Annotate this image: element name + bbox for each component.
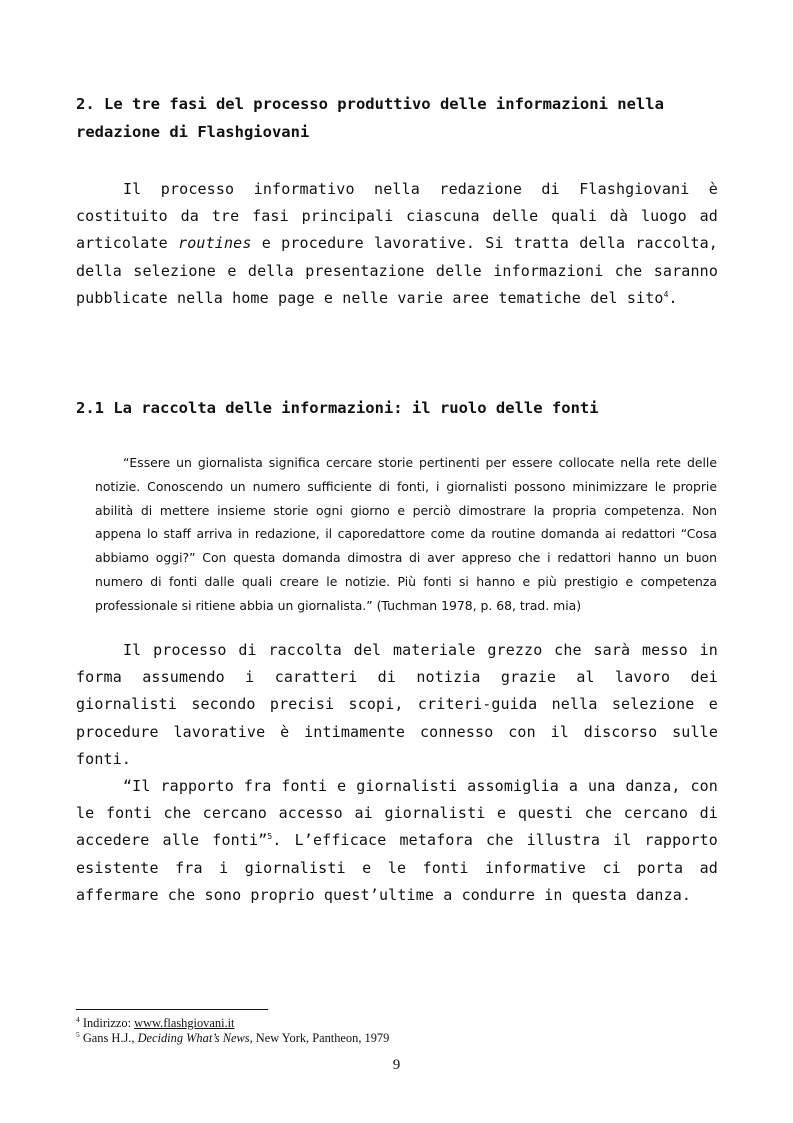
intro-text-middle: e procedure lavorative. Si tratta della raccolta, della selezione e della presentazione delle informazioni che saranno pubblicate nella home page e nelle varie aree tematiche del sito [76, 234, 718, 307]
intro-text-end: . [668, 288, 678, 307]
footnote-4-label: Indirizzo: [82, 1016, 135, 1030]
section-heading: 2. Le tre fasi del processo produttivo delle informazioni nella redazione di Flashgiovani [76, 95, 664, 141]
subsection-heading: 2.1 La raccolta delle informazioni: il ruolo delle fonti [76, 399, 599, 417]
body-paragraph-3 [76, 773, 718, 909]
footnote-5-publication: , New York, Pantheon, 1979 [249, 1031, 390, 1045]
footnote-5-author: Gans H.J., [82, 1031, 138, 1045]
footnote-4 [76, 1016, 235, 1031]
body-paragraph-2: Il processo di raccolta del materiale grezzo che sarà messo in forma assumendo i caratteri di notizia grazie al lavoro dei giornalisti secondo precisi scopi, criteri-guida nella selezione e procedure lavorative è intimamente connesso con il discorso sulle fonti. [76, 641, 718, 768]
paragraph-3-text: . L’efficace metafora che illustra il rapporto esistente fra i giornalisti e le fonti informative ci porta ad affermare che sono proprio quest’ultime a condurre in questa danza. [76, 831, 718, 904]
footnote-separator [76, 1009, 268, 1010]
footnote-ref-5[interactable]: 5 [267, 832, 273, 842]
flashgiovani-link[interactable]: www.flashgiovani.it [134, 1016, 235, 1030]
footnote-ref-4[interactable]: 4 [663, 289, 669, 299]
intro-emphasis-routines: routines [178, 234, 252, 253]
footnote-5 [76, 1031, 389, 1046]
intro-text-start: Il processo informativo nella redazione di Flashgiovani è costituito da tre fasi principali ciascuna delle quali dà luogo ad articolate [76, 180, 718, 253]
paragraph-3-quote: “Il rapporto fra fonti e giornalisti assomiglia a una danza, con le fonti che cercano accesso ai giornalisti e questi che cercano di accedere alle fonti” [76, 777, 718, 850]
intro-paragraph [76, 176, 718, 312]
page-number: 9 [392, 1057, 401, 1073]
block-quote: “Essere un giornalista significa cercare storie pertinenti per essere collocate nella rete delle notizie. Conoscendo un numero sufficiente di fonti, i giornalisti possono minimizzare le proprie abilità di mettere insieme storie ogni giorno e perciò dimostrare la propria competenza. Non appena lo staff arriva in redazione, il caporedattore come da routine domanda ai redattori “Cosa abbiamo oggi?” Con questa domanda dimostra di aver appreso che i redattori hanno un buon numero di fonti dalle quali creare le notizie. Più fonti si hanno e più prestigio e competenza professionale si ritiene abbia un giornalista.” (Tuchman 1978, p. 68, trad. mia) [95, 455, 717, 613]
footnote-5-number: 5 [76, 1030, 80, 1039]
footnote-4-number: 4 [76, 1015, 80, 1024]
footnote-5-title: Deciding What’s News [137, 1031, 250, 1045]
